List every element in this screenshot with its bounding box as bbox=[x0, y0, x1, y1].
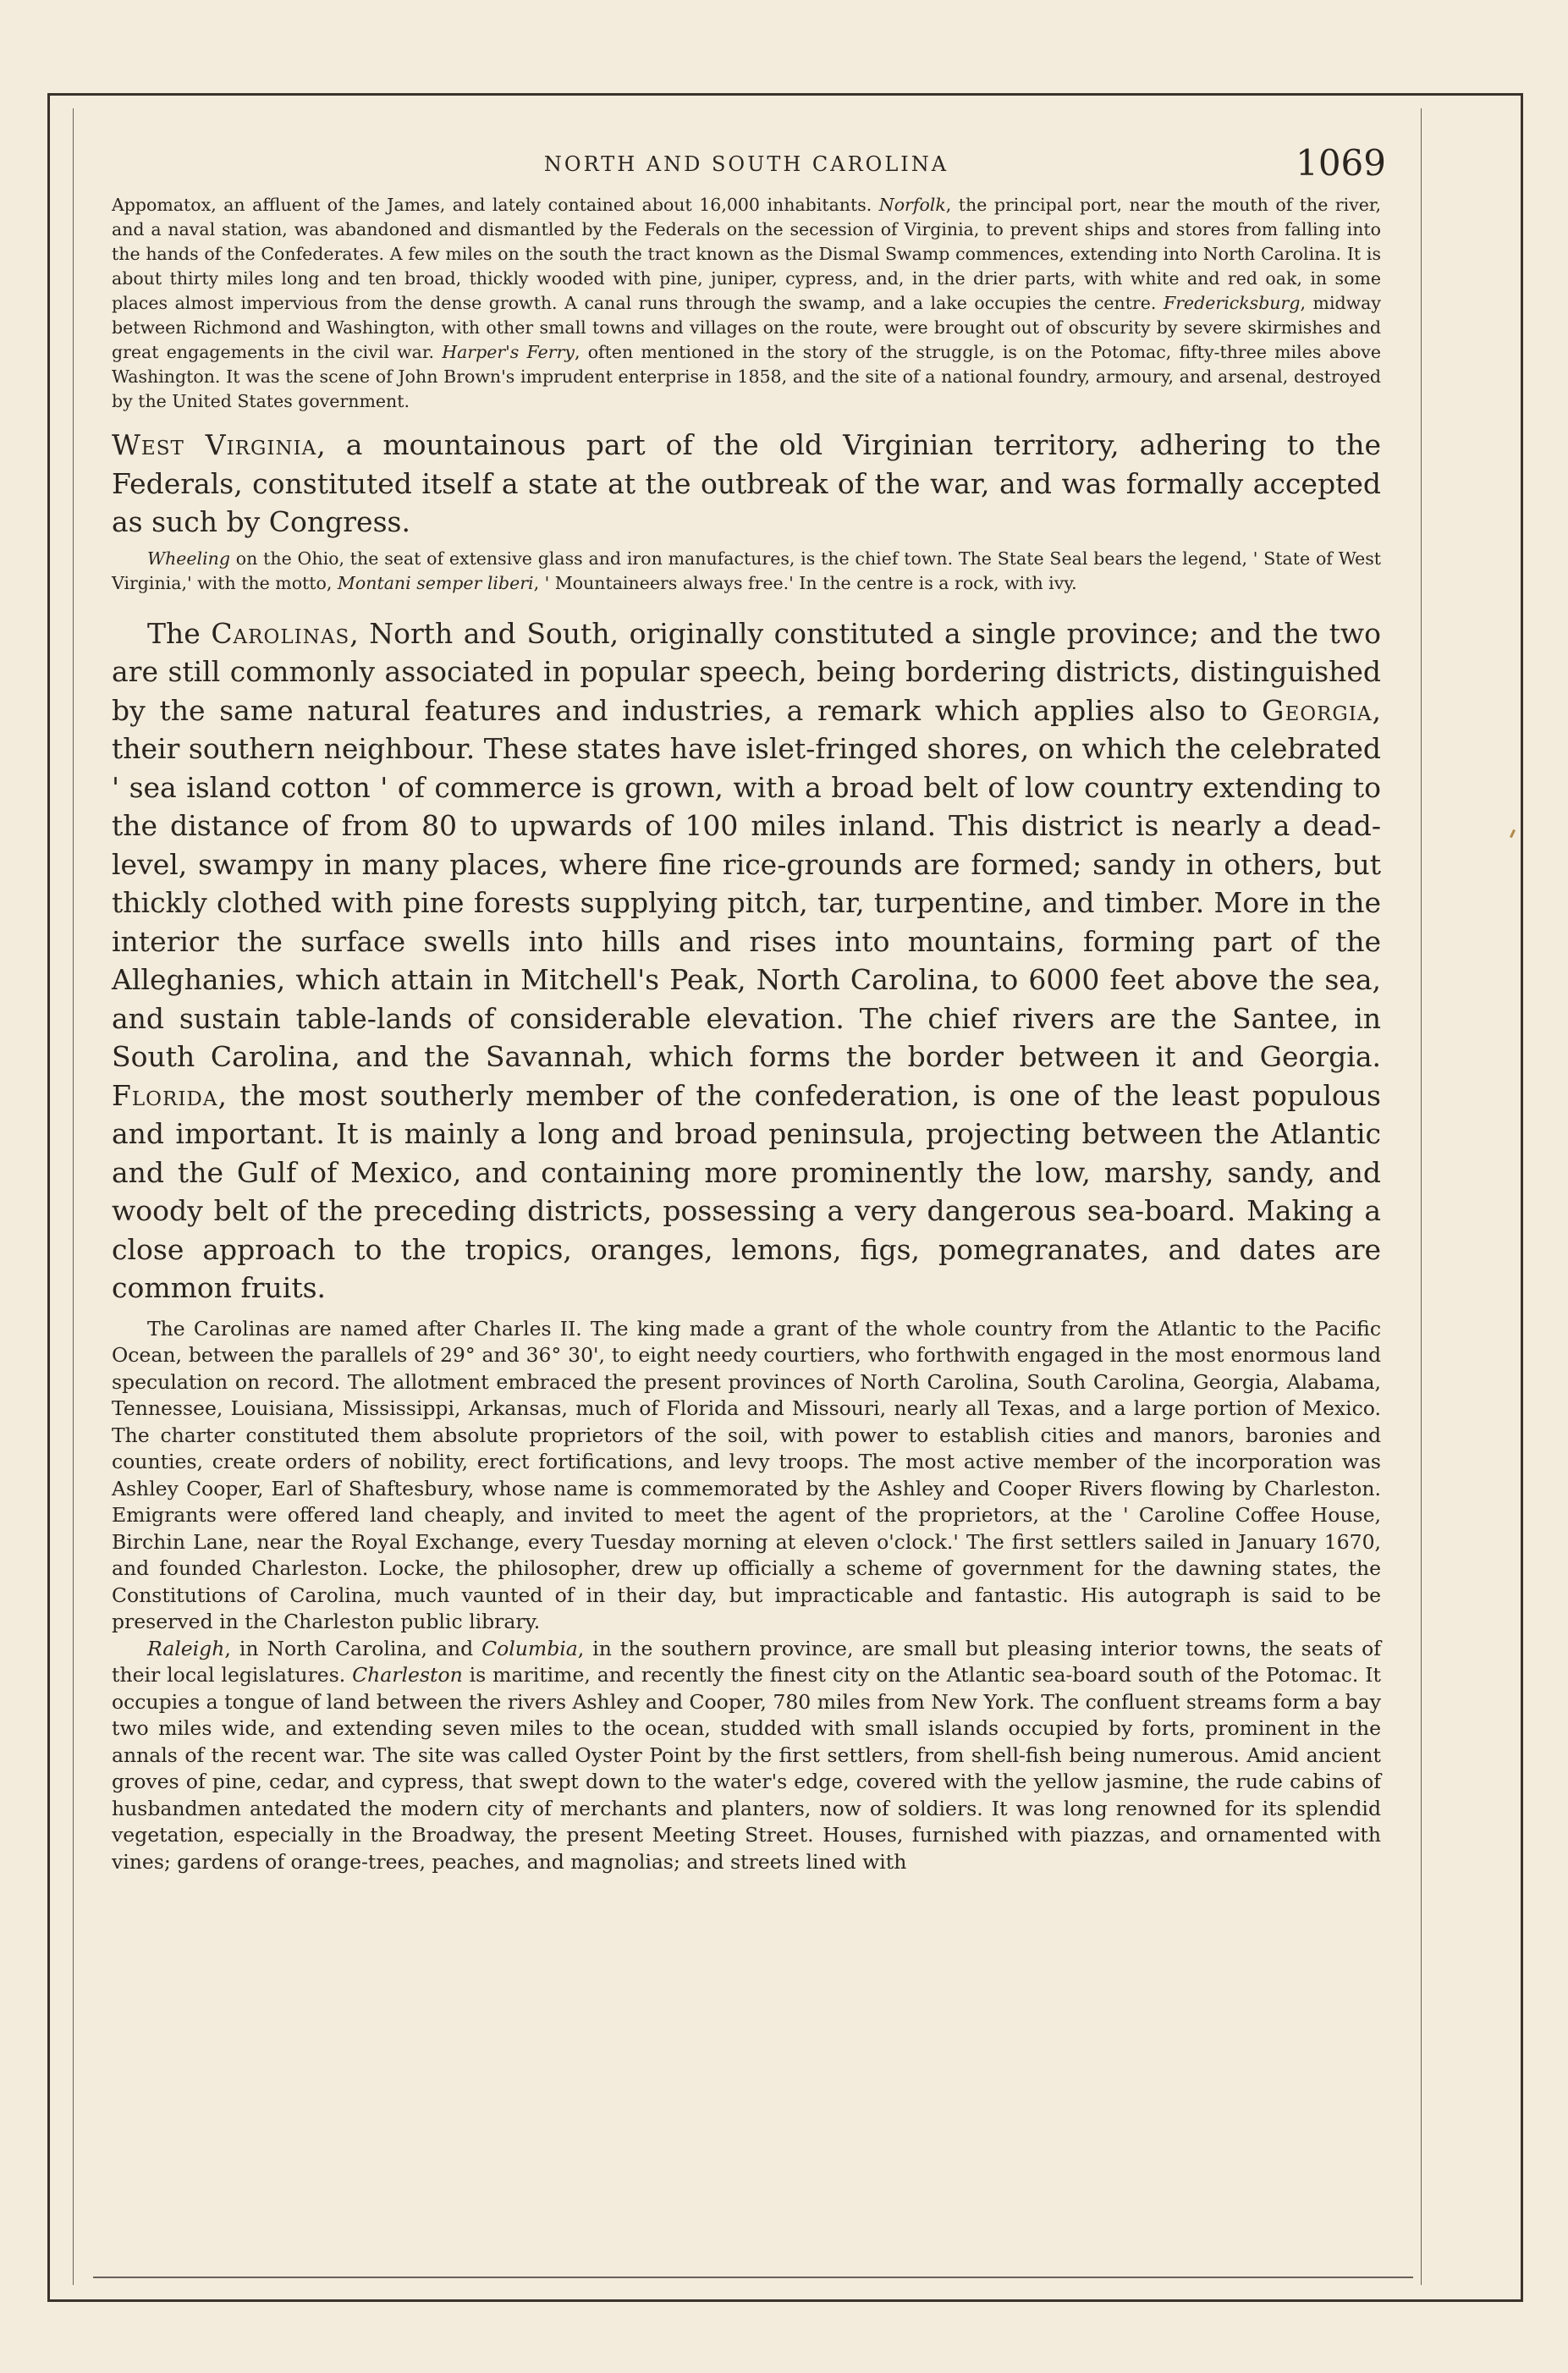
running-title: NORTH AND SOUTH CAROLINA bbox=[543, 152, 949, 176]
motto: Montani semper liberi bbox=[337, 572, 534, 593]
running-head bbox=[112, 142, 1386, 193]
paragraph-wheeling bbox=[112, 547, 1381, 596]
place-name: Harper's Ferry bbox=[442, 342, 575, 362]
text-run: , midway between Richmond and Washington, with other small towns and villages on the route, were brought out of obscurity by severe skirmishes and great engagements in the civil war. bbox=[112, 293, 1381, 362]
text-run: The Carolinas are named after Charles II. The king made a grant of the whole country from the Atlantic to the Pacific Ocean, between the parallels of 29° and 36° 30', to eight needy courtiers, who forthwith engaged in the most enormous land speculation on record. The allotment embraced the present provinces of North Carolina, South Carolina, Georgia, Alabama, Tennessee, Louisiana, Mississippi, Arkansas, much of Florida and Missouri, nearly all Texas, and a large portion of Mexico. The charter constituted them absolute proprietors of the soil, with power to establish cities and manors, baronies and counties, create orders of nobility, erect fortifications, and levy troops. The most active member of the incorporation was Ashley Cooper, Earl of Shaftesbury, whose name is commemorated by the Ashley and Cooper Rivers flowing by Charleston. Emigrants were offered land cheaply, and invited to meet the agent of the proprietors, at the ' Caroline Coffee House, Birchin Lane, near the Royal Exchange, every Tuesday morning at eleven o'clock.' The first settlers sailed in January 1670, and founded Charleston. Locke, the philosopher, drew up officially a scheme of government for the dawning states, the Constitutions of Carolina, much vaunted of in their day, but impracticable and fantastic. His autograph is said to be preserved in the Charleston public library. bbox=[112, 1316, 1381, 1633]
place-name: Wheeling bbox=[147, 548, 230, 569]
text-run: , often mentioned in the story of the struggle, is on the Potomac, fifty-three miles above Washington. It was the scene of John Brown's imprudent enterprise in 1858, and the site of a national foundry, armoury, and arsenal, destroyed by the United States government. bbox=[112, 342, 1381, 411]
state-name: Florida bbox=[112, 1078, 218, 1112]
paragraph-virginia-towns bbox=[112, 193, 1381, 414]
text-run: , in the southern province, are small but pleasing interior towns, the seats of their local legislatures. bbox=[112, 1636, 1382, 1687]
text-run: , the principal port, near the mouth of the river, and a naval station, was abandoned and dismantled by the Federals on the secession of Virginia, to prevent ships and stores from falling into the hands of the Confederates. A few miles on the south the tract known as the Dismal Swamp commences, extending into North Carolina. It is about thirty miles long and ten broad, thickly wooded with pine, juniper, cypress, and, in the drier parts, with white and red oak, in some places almost impervious from the dense growth. A canal runs through the swamp, and a lake occupies the centre. bbox=[112, 195, 1381, 313]
page-number: 1069 bbox=[1296, 142, 1386, 184]
place-name: Fredericksburg bbox=[1164, 293, 1301, 313]
text-run: on the Ohio, the seat of extensive glass and iron manufactures, is the chief town. The State Seal bears the legend, ' State of West Virginia,' with the motto, bbox=[112, 548, 1381, 593]
place-name: Raleigh bbox=[147, 1636, 225, 1660]
text-run: , North and South, originally constituted a single province; and the two are still commonly associated in popular speech, being bordering districts, distinguished by the same natural features and industries, a remark which applies also to bbox=[112, 616, 1381, 727]
paragraph-carolinas-history bbox=[112, 1316, 1381, 1636]
place-name: Norfolk bbox=[878, 195, 946, 215]
section-lead: Carolinas bbox=[211, 616, 350, 650]
page-content bbox=[112, 142, 1386, 1875]
text-run: Appomatox, an affluent of the James, and lately contained about 16,000 inhabitants. bbox=[112, 195, 879, 215]
text-run: , a mountainous part of the old Virginian territory, adhering to the Federals, constituted itself a state at the outbreak of the war, and was formally accepted as such by Congress. bbox=[112, 428, 1381, 538]
section-lead: West Virginia bbox=[112, 428, 317, 461]
state-name: Georgia bbox=[1262, 693, 1373, 727]
place-name: Charleston bbox=[352, 1663, 463, 1687]
paragraph-charleston bbox=[112, 1636, 1381, 1876]
bottom-rule bbox=[93, 2277, 1413, 2278]
place-name: Columbia bbox=[481, 1636, 578, 1660]
paragraph-west-virginia bbox=[112, 426, 1381, 542]
text-run: is maritime, and recently the finest city on the Atlantic sea-board south of the Potomac. It occupies a tongue of land between the rivers Ashley and Cooper, 780 miles from New York. The confluent streams form a bay two miles wide, and extending seven miles to the ocean, studded with small islands occupied by forts, prominent in the annals of the recent war. The site was called Oyster Point by the first settlers, from shell-fish being numerous. Amid ancient groves of pine, cedar, and cypress, that swept down to the water's edge, covered with the yellow jasmine, the rude cabins of husbandmen antedated the modern city of merchants and planters, now of soldiers. It was long renowned for its splendid vegetation, especially in the Broadway, the present Meeting Street. Houses, furnished with piazzas, and ornamented with vines; gardens of orange-trees, peaches, and magnolias; and streets lined with bbox=[112, 1663, 1381, 1874]
text-run: , their southern neighbour. These states have islet-fringed shores, on which the celebrated ' sea island cotton ' of commerce is grown, with a broad belt of low country extending to the distance of from 80 to upwards of 100 miles inland. This district is nearly a dead-level, swampy in many places, where fine rice-grounds are formed; sandy in others, but thickly clothed with pine forests supplying pitch, tar, turpentine, and timber. More in the interior the surface swells into hills and rises into mountains, forming part of the Alleghanies, which attain in Mitchell's Peak, North Carolina, to 6000 feet above the sea, and sustain table-lands of considerable elevation. The chief rivers are the Santee, in South Carolina, and the Savannah, which forms the border between it and Georgia. bbox=[112, 693, 1381, 1073]
text-run: , ' Mountaineers always free.' In the centre is a rock, with ivy. bbox=[533, 572, 1077, 593]
paragraph-carolinas bbox=[112, 614, 1381, 1308]
text-run: The bbox=[147, 616, 212, 650]
text-run: , in North Carolina, and bbox=[224, 1636, 482, 1660]
text-run: , the most southerly member of the confederation, is one of the least populous and important. It is mainly a long and broad peninsula, projecting between the Atlantic and the Gulf of Mexico, and containing more prominently the low, marshy, sandy, and woody belt of the preceding districts, possessing a very dangerous sea-board. Making a close approach to the tropics, oranges, lemons, figs, pomegranates, and dates are common fruits. bbox=[112, 1078, 1381, 1304]
